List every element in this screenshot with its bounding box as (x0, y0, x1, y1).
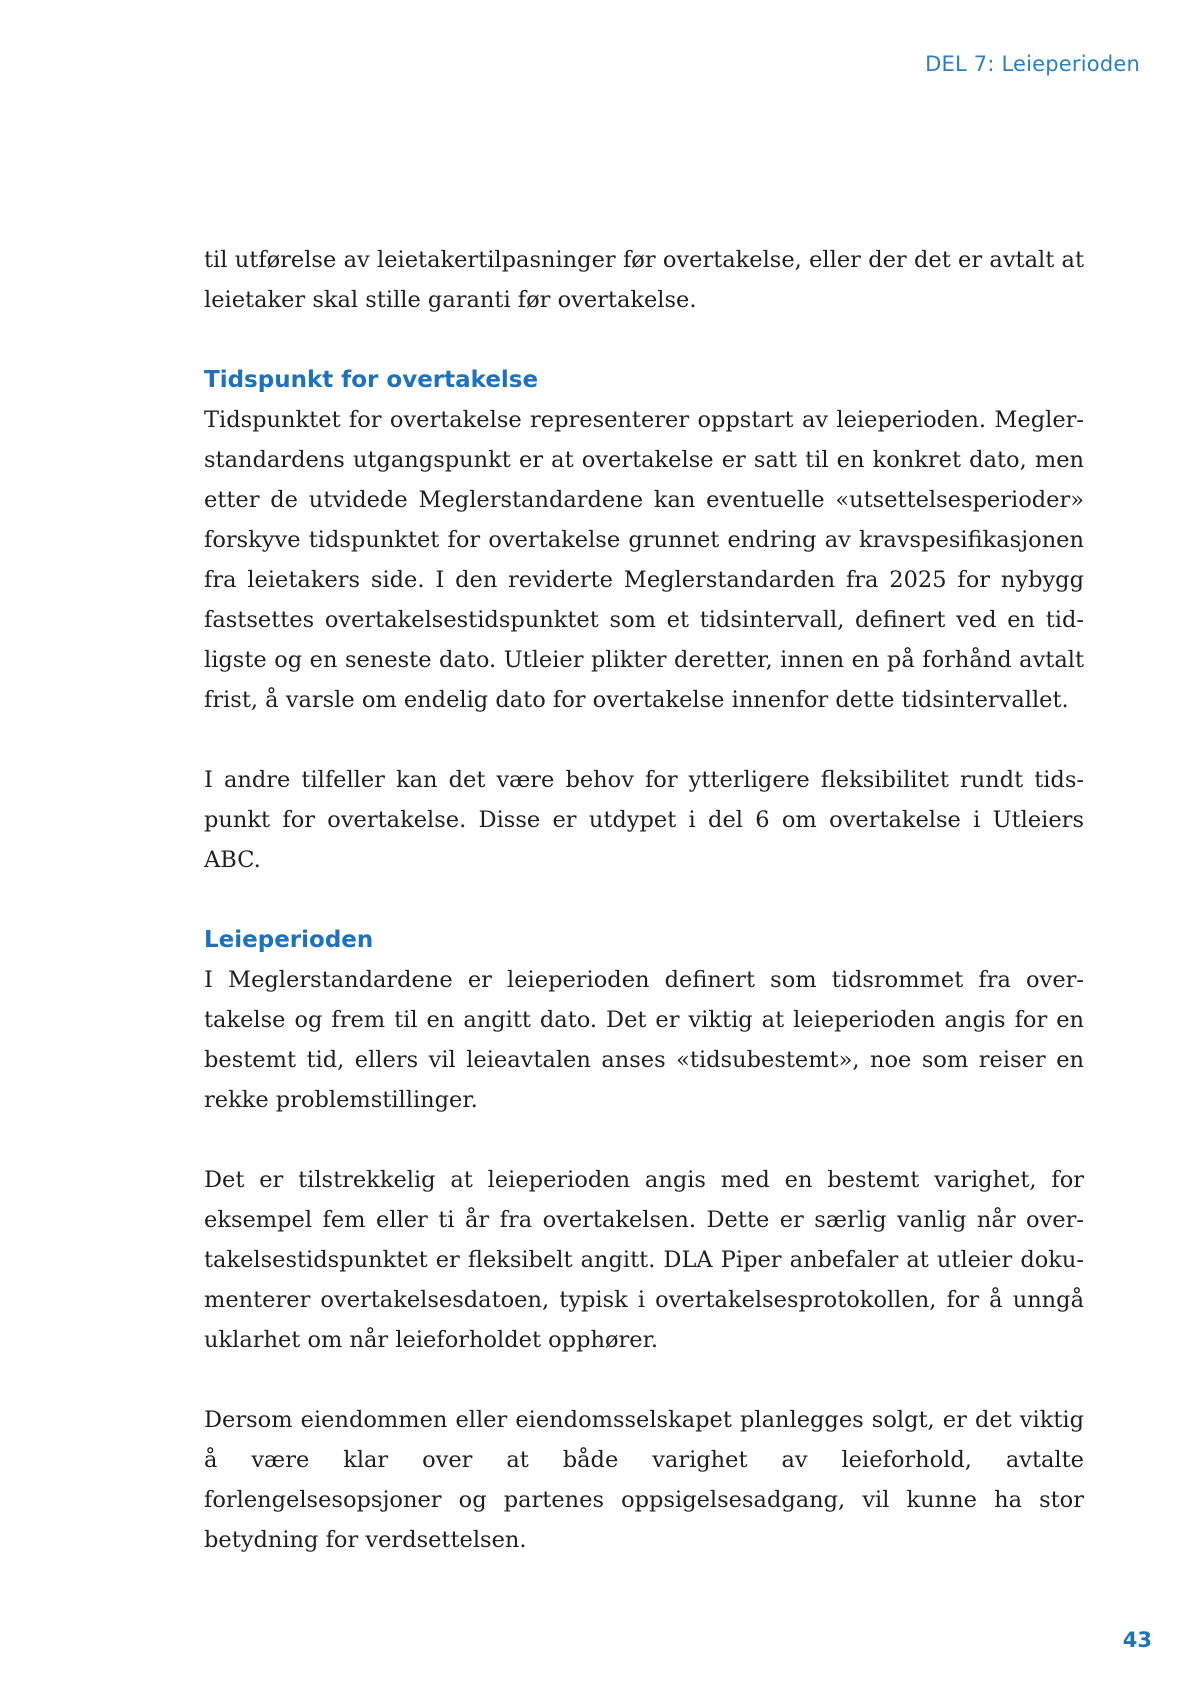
paragraph-leieperioden-3: Dersom eiendommen eller eiendomsselskapet planlegges solgt, er det viktig å være klar over at både varighet av leieforhold, avtalte forlengelsesopsjoner og partenes oppsigelsesadgang, vil kunne ha stor betydning for verdsettelsen. (204, 1407, 1084, 1553)
section-heading-tidspunkt: Tidspunkt for overtakelse (204, 367, 539, 393)
intro-paragraph: til utførelse av leietakertilpasninger før overtakelse, eller der det er avtalt at leietaker skal stille garanti før overtakelse. (204, 247, 1084, 313)
spacer (204, 880, 1084, 920)
spacer (204, 720, 1084, 760)
paragraph-leieperioden-1: I Meglerstandardene er leieperioden definert som tidsrommet fra overtakelse og frem til en angitt dato. Det er viktig at leieperioden angis for en bestemt tid, ellers vil leieavtalen anses «tidsubestemt», noe som reiser en rekke problemstillinger. (204, 967, 1084, 1113)
spacer (204, 320, 1084, 360)
page-body (204, 240, 1084, 1560)
paragraph-tidspunkt-1: Tidspunktet for overtakelse representerer oppstart av leieperioden. Meglerstandardens utgangspunkt er at overtakelse er satt til en konkret dato, men etter de utvidede Meglerstandardene kan eventuelle «utsettelsesperioder» forskyve tidspunktet for overtakelse grunnet endring av kravspesifikasjonen fra leietakers side. I den reviderte Meglerstandarden fra 2025 for nybygg fastsettes overtakelsestidspunktet som et tidsintervall, definert ved en tidligste og en seneste dato. Utleier plikter deretter, innen en på forhånd avtalt frist, å varsle om endelig dato for overtakelse innenfor dette tidsintervallet. (204, 407, 1084, 713)
section-heading-leieperioden: Leieperioden (204, 927, 374, 953)
running-header: DEL 7: Leieperioden (925, 52, 1140, 76)
spacer (204, 1360, 1084, 1400)
spacer (204, 1120, 1084, 1160)
page-number: 43 (1122, 1628, 1152, 1652)
paragraph-tidspunkt-2: I andre tilfeller kan det være behov for ytterligere fleksibilitet rundt tidspunkt for overtakelse. Disse er utdypet i del 6 om overtakelse i Utleiers ABC. (204, 767, 1084, 873)
paragraph-leieperioden-2: Det er tilstrekkelig at leieperioden angis med en bestemt varighet, for eksempel fem eller ti år fra overtakelsen. Dette er særlig vanlig når overtakelsestidspunktet er fleksibelt angitt. DLA Piper anbefaler at utleier dokumenterer overtakelsesdatoen, typisk i overtakelsesprotokollen, for å unngå uklarhet om når leieforholdet opphører. (204, 1167, 1084, 1353)
